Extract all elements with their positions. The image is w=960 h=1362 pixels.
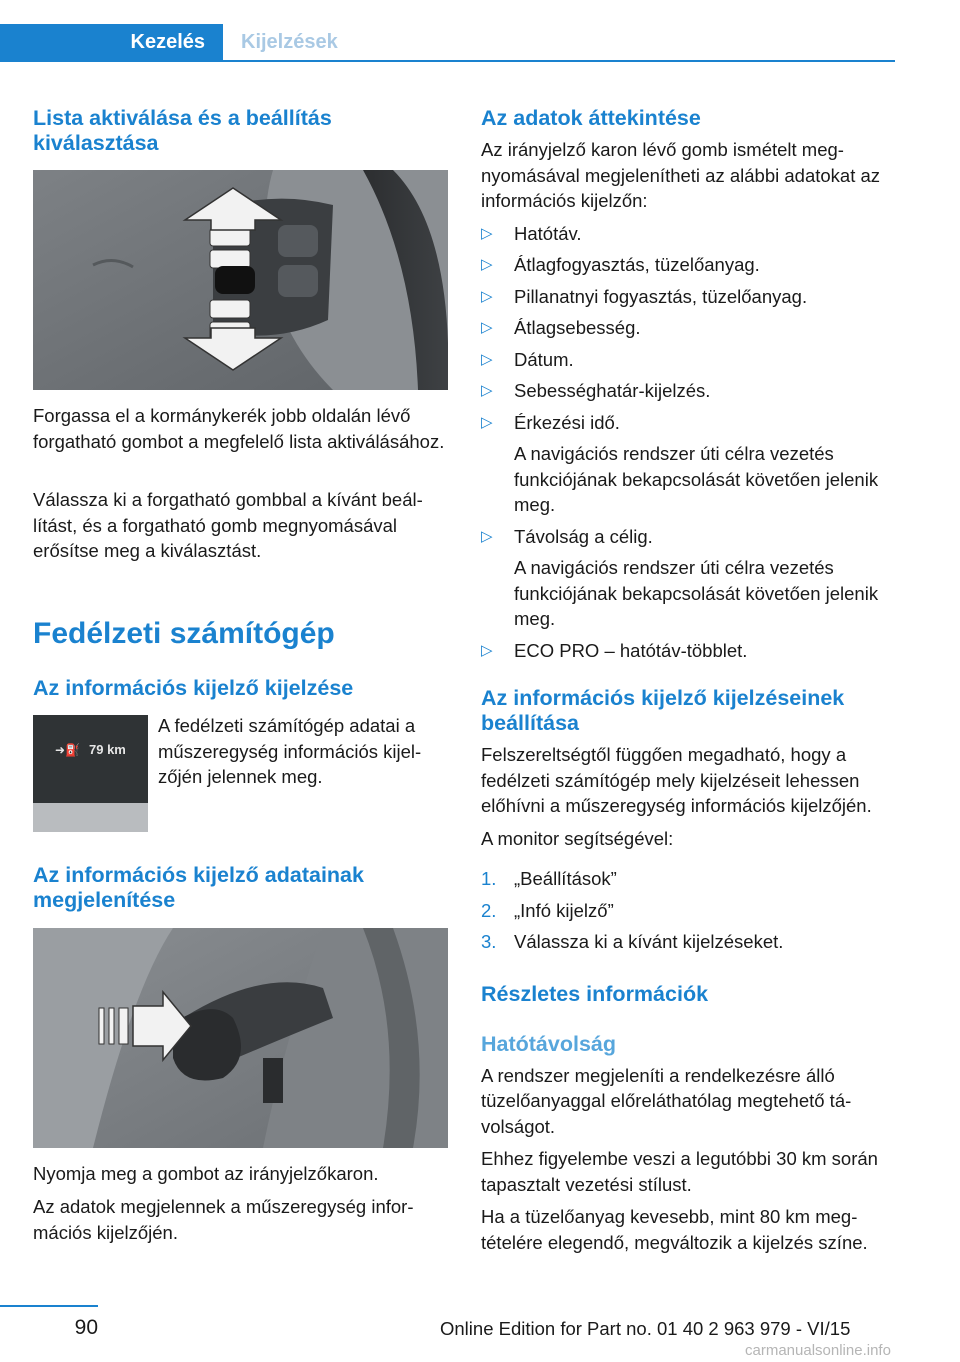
turn-signal-button-icon	[33, 928, 448, 1148]
paragraph-range-1: A rendszer megjeleníti a rendelkezésre álló tüzelőanyaggal előreláthatólag megtehető távolságot.	[481, 1064, 852, 1137]
triangle-bullet-icon: ▷	[481, 413, 493, 431]
triangle-bullet-icon: ▷	[481, 256, 493, 273]
steps-list	[481, 866, 891, 955]
heading-info-display: Az információs kijelző kijelzése	[33, 676, 354, 700]
list-item: ▷ Átlagfogyasztás, tüzelőanyag.	[481, 252, 891, 278]
steering-wheel-roller-icon	[33, 170, 448, 390]
steering-wheel-figure	[33, 170, 448, 390]
page-number: 90	[74, 1316, 98, 1339]
heading-onboard-computer: Fedélzeti számítógép	[33, 617, 335, 650]
info-display-screen	[33, 715, 148, 803]
list-item-note: A navigációs rendszer úti célra vezetés funkciójának bekapcsolását követően jelenik meg.	[514, 443, 879, 515]
paragraph-select-confirm: Válassza ki a forgatható gombbal a kívánt beállítást, és a forgatható gomb megnyomásával erősítse meg a kiválasztást.	[33, 489, 423, 561]
list-item: ▷ Átlagsebesség.	[481, 315, 891, 341]
data-list	[481, 221, 891, 664]
list-item: 3. Válassza ki a kívánt kijelzéseket.	[481, 931, 784, 952]
edition-info: Online Edition for Part no. 01 40 2 963 979 - VI/15	[440, 1318, 851, 1339]
list-item: ▷ Távolság a célig. A navigációs rendszer úti célra vezetés funkciójának bekapcsolását követően jelenik meg.	[481, 524, 891, 632]
list-item: ▷ Érkezési idő. A navigációs rendszer úti célra vezetés funkciójának bekapcsolását követően jelenik meg.	[481, 410, 891, 518]
heading-range: Hatótávolság	[481, 1031, 617, 1056]
paragraph-range-2: Ehhez figyelembe veszi a legutóbbi 30 km során tapasztalt vezetési stílust.	[481, 1148, 878, 1195]
list-item-note: A navigációs rendszer úti célra vezetés funkciójának bekapcsolását követően jelenik meg.	[514, 557, 879, 629]
heading-show-data: Az információs kijelző adatainak megjelenítése	[33, 863, 364, 912]
paragraph-data-appear: Az adatok megjelennek a műszeregység információs kijelzőjén.	[33, 1196, 414, 1243]
section-tab-kezeles[interactable]: Kezelés	[0, 24, 223, 60]
paragraph-settings: Felszereltségtől függően megadható, hogy a fedélzeti számítógép mely kijelzéseit lehessen előhívni a műszeregység információs kijelzőjén.	[481, 744, 872, 816]
list-item: 1. „Beállítások”	[481, 868, 617, 889]
heading-display-settings: Az információs kijelző kijelzéseinek beállítása	[481, 686, 845, 735]
watermark: carmanualsonline.info	[745, 1342, 891, 1359]
triangle-bullet-icon: ▷	[481, 527, 493, 545]
paragraph-monitor: A monitor segítségével:	[481, 827, 674, 849]
right-column	[481, 106, 891, 1255]
heading-list-activation: Lista aktiválása és a beállítás kiválasztása	[33, 106, 332, 155]
heading-details: Részletes információk	[481, 981, 709, 1006]
paragraph-rotate-knob: Forgassa el a kormánykerék jobb oldalán lévő forgatható gombot a megfelelő lista aktiválásához.	[33, 405, 445, 452]
list-item: ▷ Sebességhatár-kijelzés.	[481, 378, 891, 404]
section-tab-kijelzesek[interactable]: Kijelzések	[241, 30, 338, 53]
triangle-bullet-icon: ▷	[481, 641, 493, 659]
list-item: ▷ Hatótáv.	[481, 221, 891, 247]
display-range-value: 79 km	[89, 742, 126, 757]
list-item: ▷ ECO PRO – hatótáv-többlet.	[481, 638, 891, 664]
triangle-bullet-icon: ▷	[481, 287, 493, 305]
list-item: ▷ Dátum.	[481, 347, 891, 373]
paragraph-press-button: Nyomja meg a gombot az irányjelzőkaron.	[33, 1163, 379, 1184]
triangle-bullet-icon: ▷	[481, 224, 493, 242]
turn-signal-lever-figure	[33, 928, 448, 1148]
footer-rule	[0, 1305, 98, 1307]
header-rule	[0, 60, 895, 62]
triangle-bullet-icon: ▷	[481, 319, 493, 336]
page-header	[0, 24, 895, 62]
paragraph-display-info: A fedélzeti számítógép adatai a műszeregység információs kijelzőjén jelennek meg.	[158, 715, 422, 787]
triangle-bullet-icon: ▷	[481, 350, 493, 368]
heading-data-overview: Az adatok áttekintése	[481, 106, 701, 130]
list-item: ▷ Pillanatnyi fogyasztás, tüzelőanyag.	[481, 284, 891, 310]
paragraph-range-3: Ha a tüzelőanyag kevesebb, mint 80 km megtételére elegendő, megváltozik a kijelzés színe.	[481, 1206, 868, 1253]
range-arrow-fuel-icon: ➜⛽	[55, 743, 80, 757]
info-display-figure	[33, 715, 148, 832]
triangle-bullet-icon: ▷	[481, 382, 493, 399]
paragraph-overview: Az irányjelző karon lévő gomb ismételt megnyomásával megjelenítheti az alábbi adatokat az információs kijelzőn:	[481, 139, 881, 211]
list-item: 2. „Infó kijelző”	[481, 899, 614, 921]
